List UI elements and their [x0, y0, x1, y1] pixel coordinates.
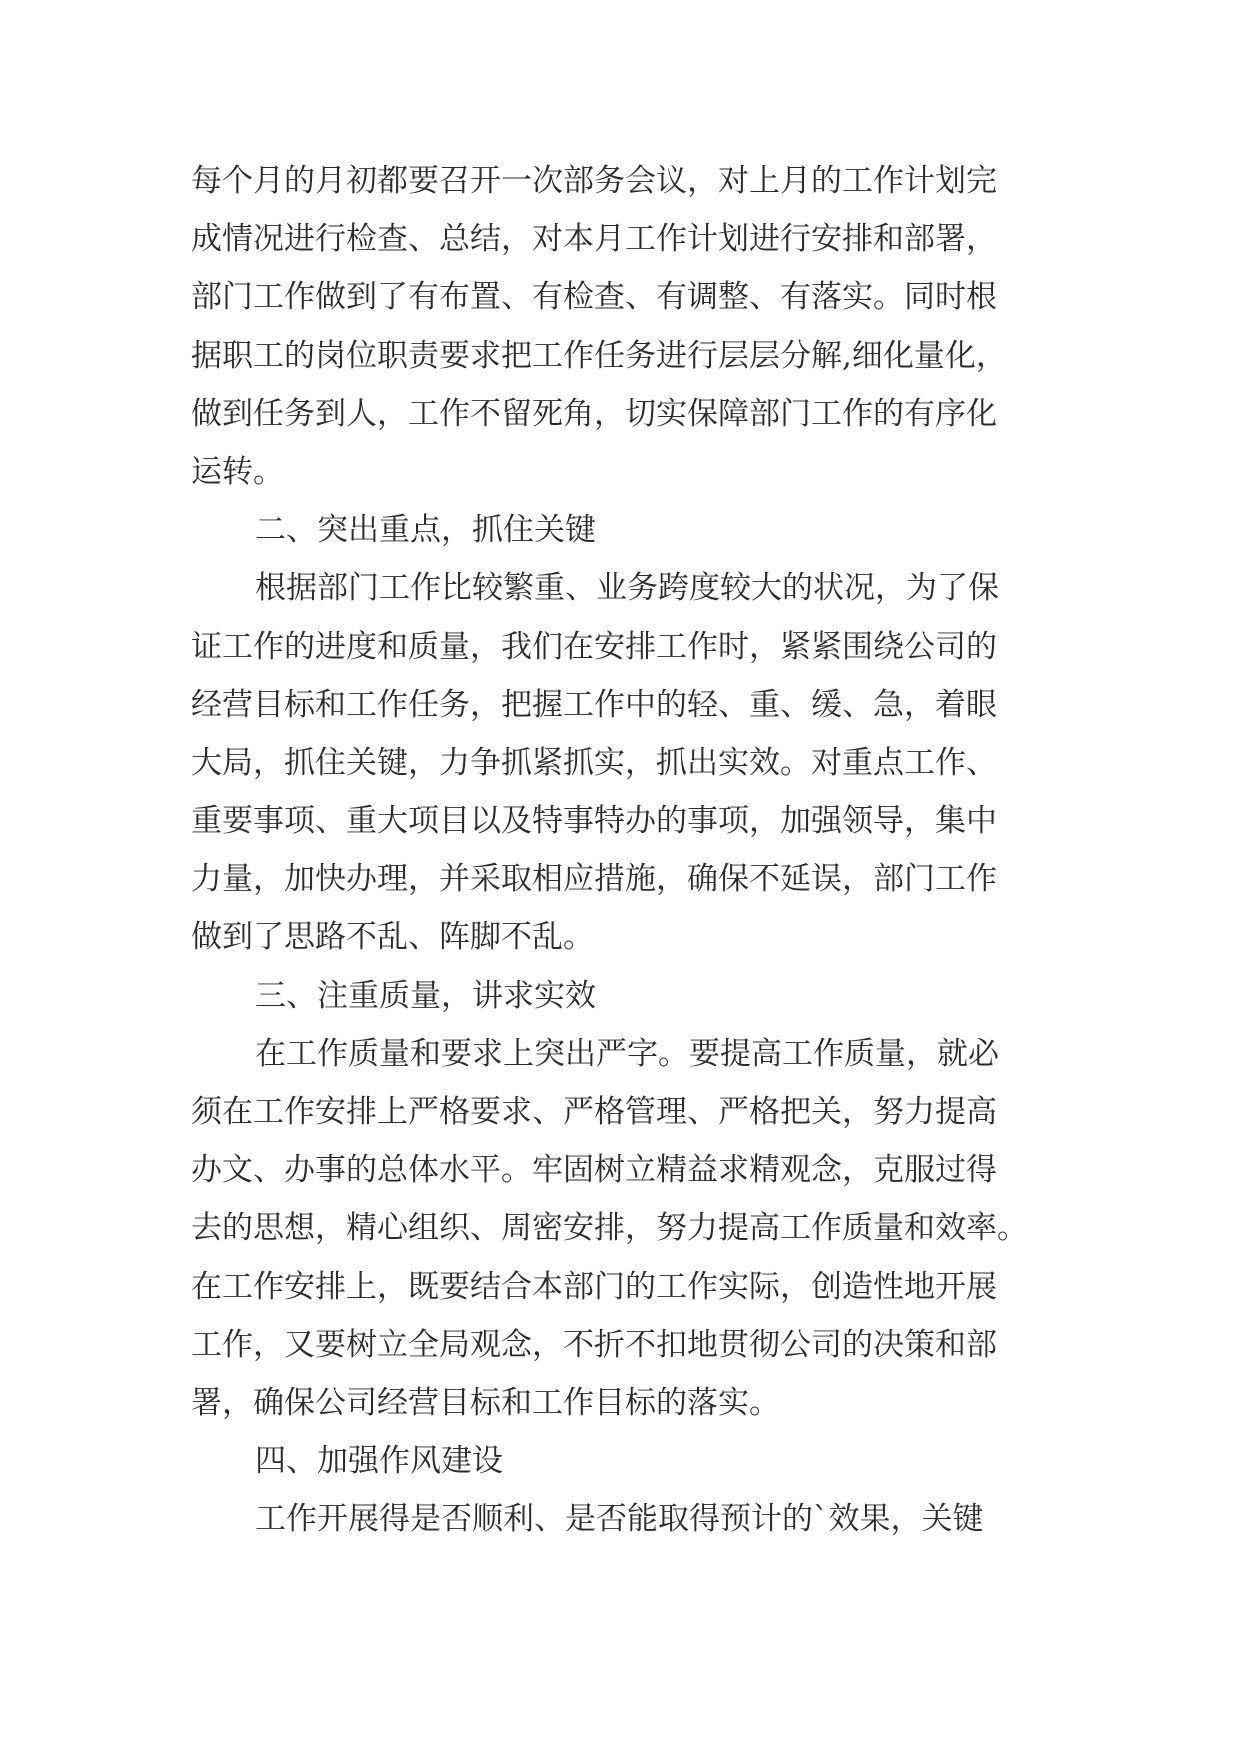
text-line: 证工作的进度和质量，我们在安排工作时，紧紧围绕公司的: [191, 628, 997, 665]
text-line: 办文、办事的总体水平。牢固树立精益求精观念，克服过得: [191, 1152, 997, 1189]
text-line: 重要事项、重大项目以及特事特办的事项，加强领导，集中: [191, 803, 997, 840]
text-line: 力量，加快办理，并采取相应措施，确保不延误，部门工作: [191, 861, 997, 898]
document-body: [191, 152, 1051, 1549]
text-line: 署，确保公司经营目标和工作目标的落实。: [191, 1384, 780, 1421]
text-line: 根据部门工作比较繁重、业务跨度较大的状况，为了保: [255, 570, 999, 607]
text-line: 做到任务到人，工作不留死角，切实保障部门工作的有序化: [191, 395, 997, 432]
text-line: 大局，抓住关键，力争抓紧抓实，抓出实效。对重点工作、: [191, 744, 997, 781]
text-line: 做到了思路不乱、阵脚不乱。: [191, 919, 594, 956]
section-heading: 二、突出重点，抓住关键: [255, 512, 596, 549]
section-heading: 三、注重质量，讲求实效: [255, 977, 596, 1014]
text-line: 须在工作安排上严格要求、严格管理、严格把关，努力提高: [191, 1094, 997, 1130]
text-line: 经营目标和工作任务，把握工作中的轻、重、缓、急，着眼: [191, 686, 997, 723]
text-line: 工作，又要树立全局观念，不折不扣地贯彻公司的决策和部: [191, 1326, 997, 1363]
text-line: 每个月的月初都要召开一次部务会议，对上月的工作计划完: [191, 163, 997, 199]
text-line: 据职工的岗位职责要求把工作任务进行层层分解,细化量化，: [191, 337, 1007, 374]
text-line: 成情况进行检查、总结，对本月工作计划进行安排和部署，: [191, 221, 997, 258]
text-line: 在工作质量和要求上突出严字。要提高工作质量，就必: [255, 1035, 999, 1072]
text-line: 在工作安排上，既要结合本部门的工作实际，创造性地开展: [191, 1268, 997, 1305]
text-line: 运转。: [191, 453, 284, 490]
text-line: 去的思想，精心组织、周密安排，努力提高工作质量和效率。: [191, 1210, 1028, 1247]
section-heading: 四、加强作风建设: [255, 1443, 503, 1480]
text-line: 部门工作做到了有布置、有检查、有调整、有落实。同时根: [191, 279, 997, 316]
text-line: 工作开展得是否顺利、是否能取得预计的`效果，关键: [255, 1501, 984, 1538]
